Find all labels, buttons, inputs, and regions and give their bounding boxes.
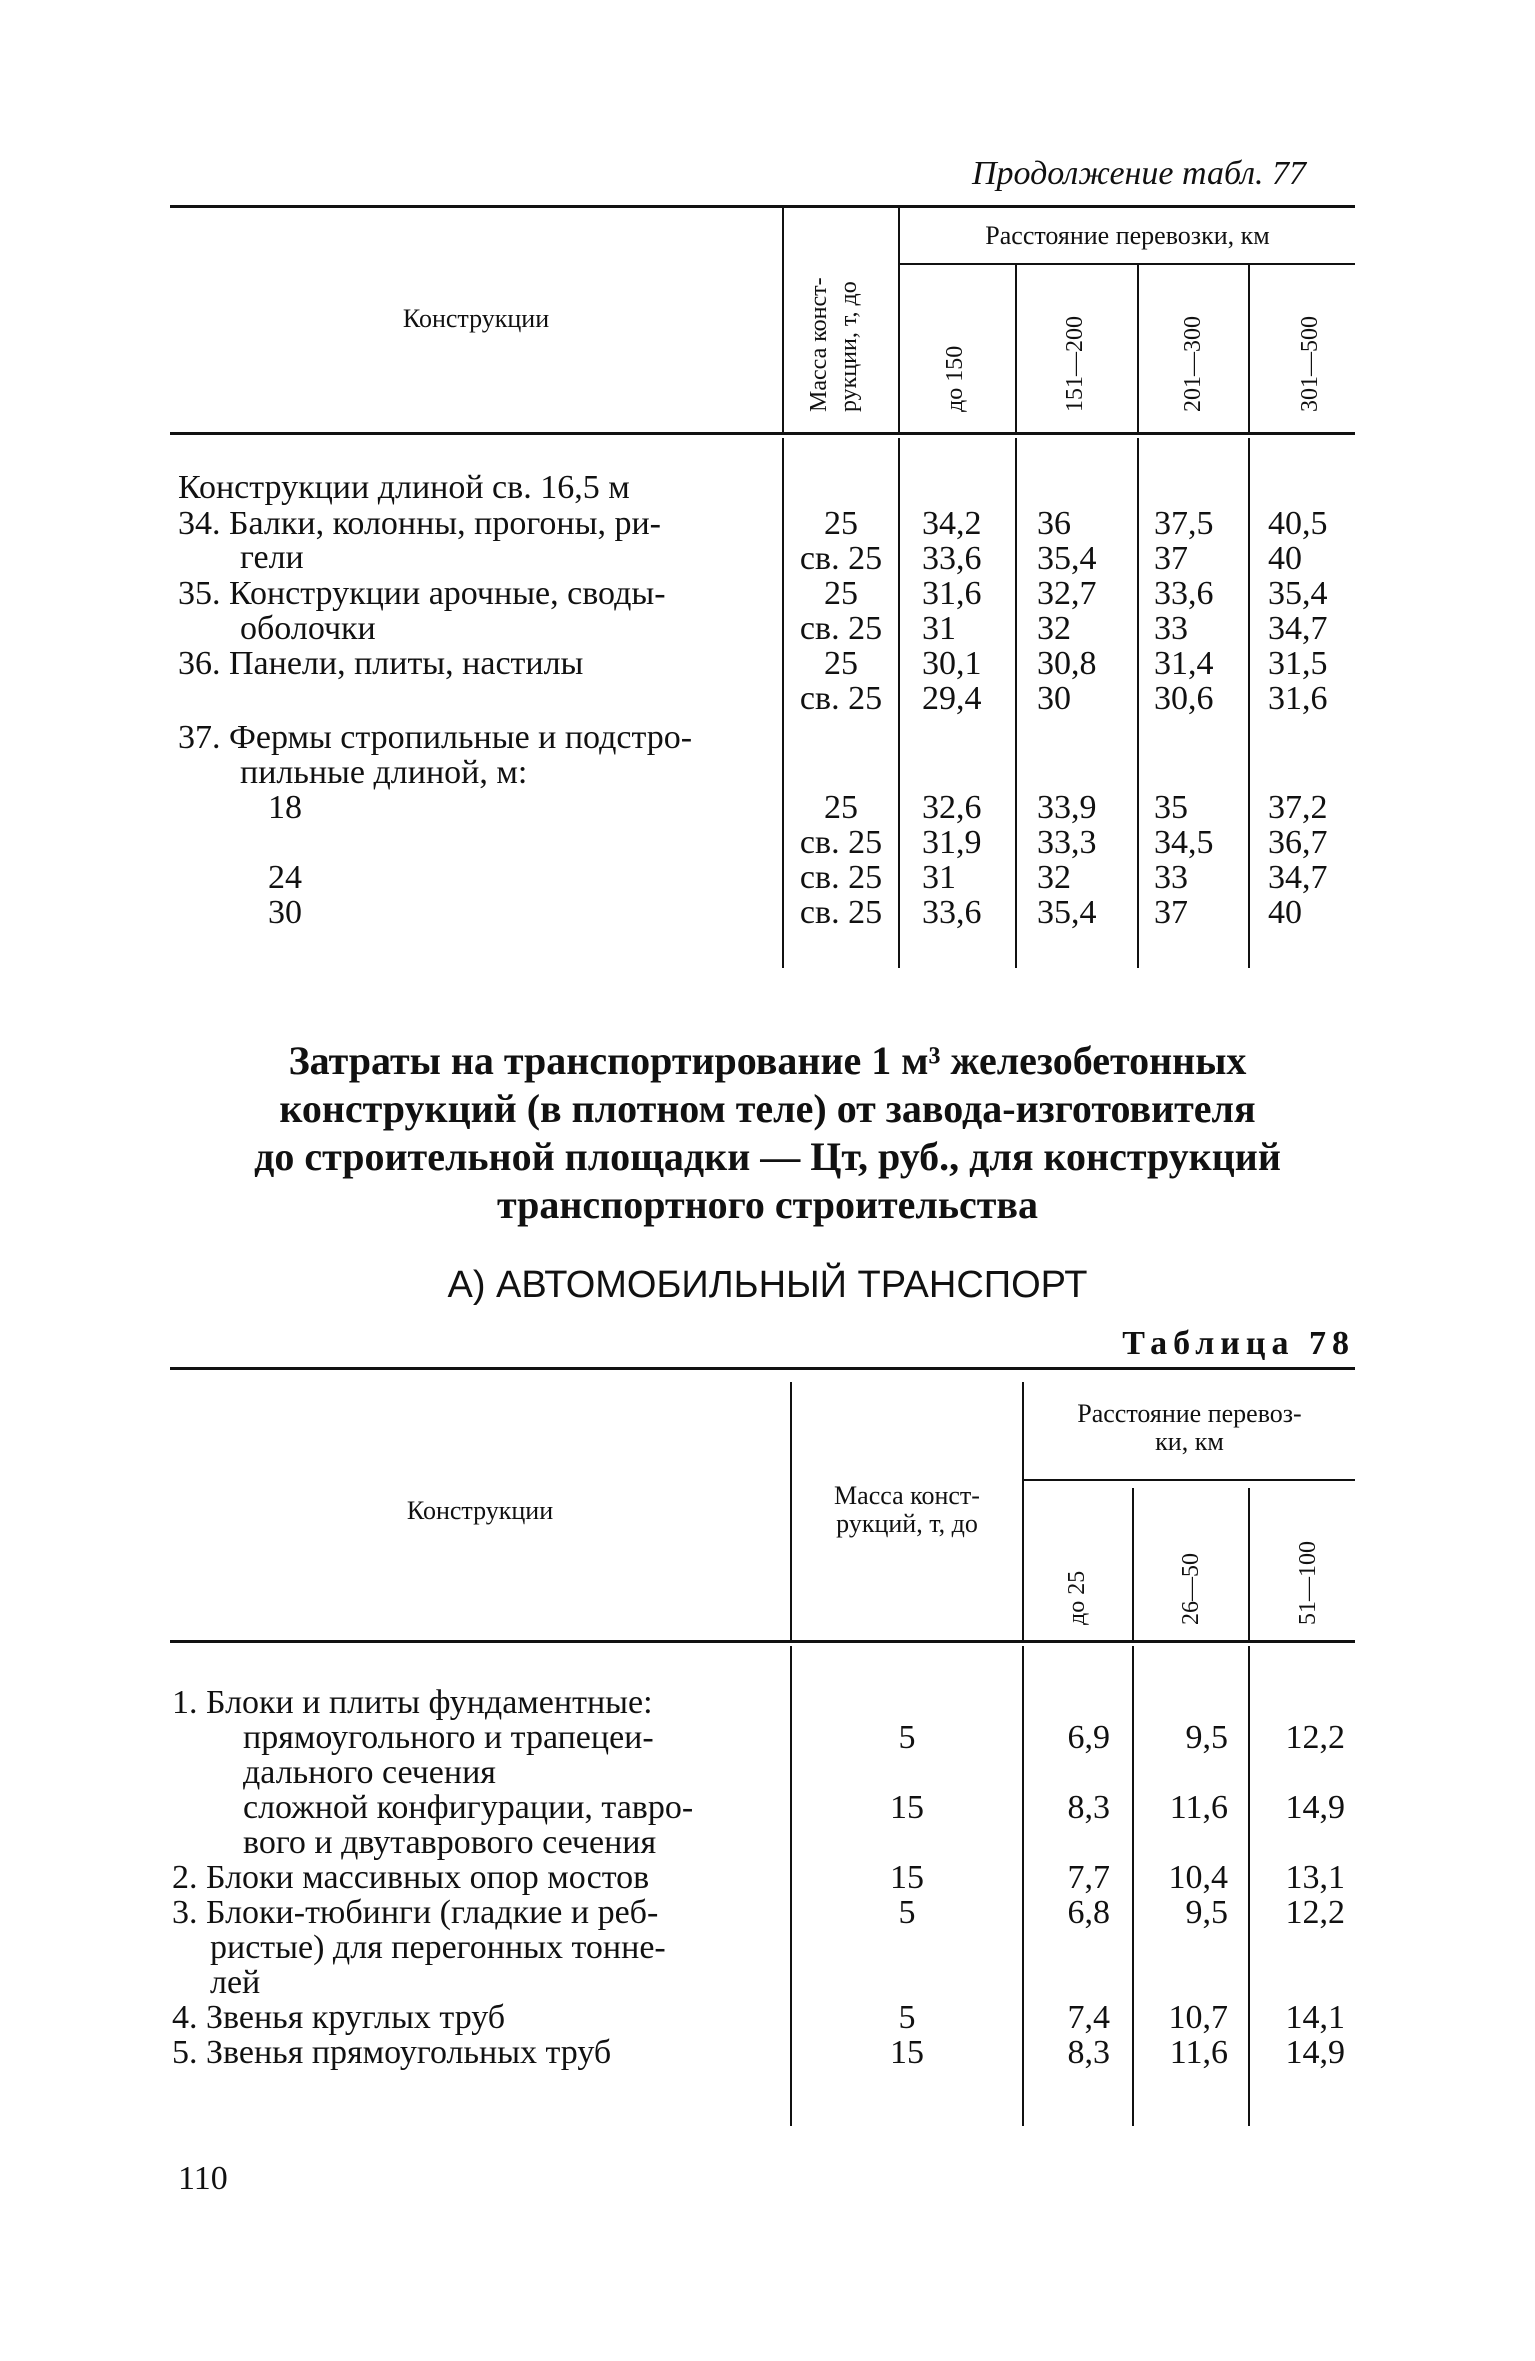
t78-label: 2. Блоки массивных опор мостов	[172, 1859, 650, 1896]
t77-cell-value: 33	[1154, 859, 1188, 896]
t78-label: дального сечения	[243, 1754, 496, 1791]
t78-label: 3. Блоки-тюбинги (гладкие и реб-	[172, 1894, 659, 1931]
t78-header-mass-1: Масса конст-	[834, 1481, 980, 1510]
t77-cell-value: 30,1	[922, 645, 982, 682]
t78-label: вого и двутаврового сечения	[243, 1824, 657, 1861]
t77-cell-value: 34,7	[1268, 859, 1328, 896]
t78-label: сложной конфигурации, тавро-	[243, 1789, 694, 1826]
t77-cell-value: 40,5	[1268, 505, 1328, 542]
t77-cell-value: 33,3	[1037, 824, 1097, 861]
t78-label: прямоугольного и трапецеи-	[243, 1719, 654, 1756]
t77-body-vrule-2	[898, 438, 900, 968]
t77-cell-value: 32,6	[922, 789, 982, 826]
t77-header-bottom-rule	[170, 432, 1355, 435]
t77-cell-value: 37	[1154, 894, 1188, 931]
t77-label: 30	[268, 894, 302, 931]
table-78-label: Таблица 78	[1122, 1325, 1355, 1362]
t77-header-dist-0: до 150	[942, 345, 968, 412]
t78-cell-mass: 5	[898, 1894, 916, 1931]
t77-cell-value: 32	[1037, 610, 1071, 647]
t77-cell-value: 34,5	[1154, 824, 1214, 861]
t78-header-dist-0: до 25	[1064, 1570, 1090, 1625]
t78-vrule-4	[1248, 1488, 1250, 1640]
t77-label: пильные длиной, м:	[240, 754, 528, 791]
t77-label: 35. Конструкции арочные, своды-	[178, 575, 666, 612]
t77-body-vrule-1	[782, 438, 784, 968]
t77-cell-value: 31,5	[1268, 645, 1328, 682]
continuation-caption: Продолжение табл. 77	[972, 155, 1307, 192]
t78-cell-value: 14,9	[1285, 2034, 1345, 2071]
t77-vrule-3	[1015, 265, 1017, 432]
t77-top-rule	[170, 205, 1355, 208]
t78-cell-mass: 5	[898, 1999, 916, 2036]
t77-cell-value: 35,4	[1037, 894, 1097, 931]
t77-label: 36. Панели, плиты, настилы	[178, 645, 584, 682]
t77-body-vrule-5	[1248, 438, 1250, 968]
t78-top-rule	[170, 1367, 1355, 1370]
t78-cell-value: 9,5	[1185, 1719, 1228, 1756]
subheading: А) АВТОМОБИЛЬНЫЙ ТРАНСПОРТ	[447, 1264, 1088, 1306]
t77-cell-mass: 25	[824, 789, 858, 826]
t77-cell-value: 35	[1154, 789, 1188, 826]
t78-cell-value: 6,8	[1067, 1894, 1110, 1931]
t78-cell-value: 12,2	[1285, 1719, 1345, 1756]
t78-cell-value: 14,9	[1285, 1789, 1345, 1826]
t77-cell-value: 29,4	[922, 680, 982, 717]
t77-cell-value: 32,7	[1037, 575, 1097, 612]
t77-cell-value: 31,6	[922, 575, 982, 612]
t77-cell-value: 36,7	[1268, 824, 1328, 861]
t78-header-bottom-rule	[170, 1640, 1355, 1643]
t77-header-mass-2: рукции, т, до	[836, 281, 862, 412]
t78-header-distance-2: ки, км	[1155, 1427, 1224, 1456]
t77-cell-value: 31,4	[1154, 645, 1214, 682]
t77-label: 24	[268, 859, 302, 896]
t78-cell-value: 12,2	[1285, 1894, 1345, 1931]
t77-cell-value: 35,4	[1268, 575, 1328, 612]
t77-body-vrule-4	[1137, 438, 1139, 968]
t77-vrule-4	[1137, 265, 1139, 432]
t77-cell-value: 33,6	[922, 540, 982, 577]
t78-cell-value: 11,6	[1169, 1789, 1228, 1826]
t77-section-title: Конструкции длиной св. 16,5 м	[178, 469, 630, 506]
t77-cell-value: 35,4	[1037, 540, 1097, 577]
t77-cell-value: 31	[922, 610, 956, 647]
t77-header-construction: Конструкции	[402, 304, 550, 333]
t77-cell-value: 33,6	[922, 894, 982, 931]
t78-cell-value: 10,7	[1168, 1999, 1228, 2036]
t78-header-dist-1: 26—50	[1178, 1553, 1204, 1625]
heading-line-2: конструкций (в плотном теле) от завода-изготовителя	[279, 1086, 1256, 1131]
t77-cell-value: 33,6	[1154, 575, 1214, 612]
t77-cell-value: 34,7	[1268, 610, 1328, 647]
t77-cell-mass: св. 25	[799, 610, 883, 647]
t77-cell-mass: св. 25	[799, 894, 883, 931]
t77-cell-mass: св. 25	[799, 540, 883, 577]
t78-label: ристые) для перегонных тонне-	[210, 1929, 666, 1966]
t77-label: 18	[268, 789, 302, 826]
t77-cell-mass: св. 25	[799, 680, 883, 717]
t77-label: 37. Фермы стропильные и подстро-	[178, 719, 693, 756]
t78-cell-mass: 5	[898, 1719, 916, 1756]
t77-header-dist-1: 151—200	[1062, 316, 1088, 412]
t77-label: 34. Балки, колонны, прогоны, ри-	[178, 505, 661, 542]
t78-label: 4. Звенья круглых труб	[172, 1999, 506, 2036]
t77-cell-value: 37,5	[1154, 505, 1214, 542]
t77-cell-value: 32	[1037, 859, 1071, 896]
t77-cell-value: 40	[1268, 894, 1302, 931]
t77-cell-mass: св. 25	[799, 824, 883, 861]
t78-cell-mass: 15	[890, 2034, 924, 2071]
t77-cell-value: 34,2	[922, 505, 982, 542]
t77-cell-mass: св. 25	[799, 859, 883, 896]
t77-cell-value: 36	[1037, 505, 1071, 542]
t78-header-mass-2: рукций, т, до	[836, 1509, 978, 1538]
t77-label: оболочки	[240, 610, 376, 647]
t77-cell-value: 31,6	[1268, 680, 1328, 717]
t77-header-distance: Расстояние перевозки, км	[985, 221, 1270, 250]
t78-header-dist-2: 51—100	[1295, 1541, 1321, 1625]
t78-cell-value: 7,4	[1067, 1999, 1110, 2036]
t78-cell-value: 8,3	[1067, 2034, 1110, 2071]
t77-header-mass-1: Масса конст-	[806, 277, 832, 412]
t78-cell-mass: 15	[890, 1789, 924, 1826]
t77-cell-value: 30,6	[1154, 680, 1214, 717]
t78-header-distance-1: Расстояние перевоз-	[1077, 1399, 1302, 1428]
t78-cell-value: 9,5	[1185, 1894, 1228, 1931]
heading-line-1: Затраты на транспортирование 1 м³ железобетонных	[288, 1038, 1247, 1083]
t77-cell-value: 31	[922, 859, 956, 896]
t78-cell-mass: 15	[890, 1859, 924, 1896]
t77-vrule-1	[782, 207, 784, 432]
t78-label: 1. Блоки и плиты фундаментные:	[172, 1684, 653, 1721]
t77-cell-value: 33,9	[1037, 789, 1097, 826]
t77-cell-value: 40	[1268, 540, 1302, 577]
t78-label: лей	[210, 1964, 261, 2001]
t77-cell-mass: 25	[824, 645, 858, 682]
t78-cell-value: 14,1	[1285, 1999, 1345, 2036]
t78-cell-value: 13,1	[1285, 1859, 1345, 1896]
t77-vrule-5	[1248, 265, 1250, 432]
t77-cell-mass: 25	[824, 575, 858, 612]
t78-cell-value: 11,6	[1169, 2034, 1228, 2071]
t78-cell-value: 8,3	[1067, 1789, 1110, 1826]
t78-distance-rule	[1022, 1479, 1355, 1481]
t77-header-dist-2: 201—300	[1180, 316, 1206, 412]
t77-cell-value: 37	[1154, 540, 1188, 577]
t77-cell-value: 30	[1037, 680, 1071, 717]
t78-cell-value: 6,9	[1067, 1719, 1110, 1756]
t78-header-construction: Конструкции	[406, 1496, 554, 1525]
t77-body-vrule-3	[1015, 438, 1017, 968]
t77-cell-value: 30,8	[1037, 645, 1097, 682]
page-number: 110	[178, 2160, 228, 2197]
t77-cell-mass: 25	[824, 505, 858, 542]
heading-line-4: транспортного строительства	[497, 1182, 1038, 1227]
t77-label: гели	[240, 539, 304, 576]
t77-header-dist-3: 301—500	[1297, 316, 1323, 412]
t77-cell-value: 37,2	[1268, 789, 1328, 826]
t78-vrule-3	[1132, 1488, 1134, 1640]
t78-cell-value: 10,4	[1168, 1859, 1228, 1896]
t77-cell-value: 31,9	[922, 824, 982, 861]
t77-cell-value: 33	[1154, 610, 1188, 647]
heading-line-3: до строительной площадки — Цт, руб., для конструкций	[254, 1134, 1281, 1179]
t78-label: 5. Звенья прямоугольных труб	[172, 2034, 612, 2071]
t78-cell-value: 7,7	[1067, 1859, 1110, 1896]
t77-distance-rule	[898, 263, 1355, 265]
